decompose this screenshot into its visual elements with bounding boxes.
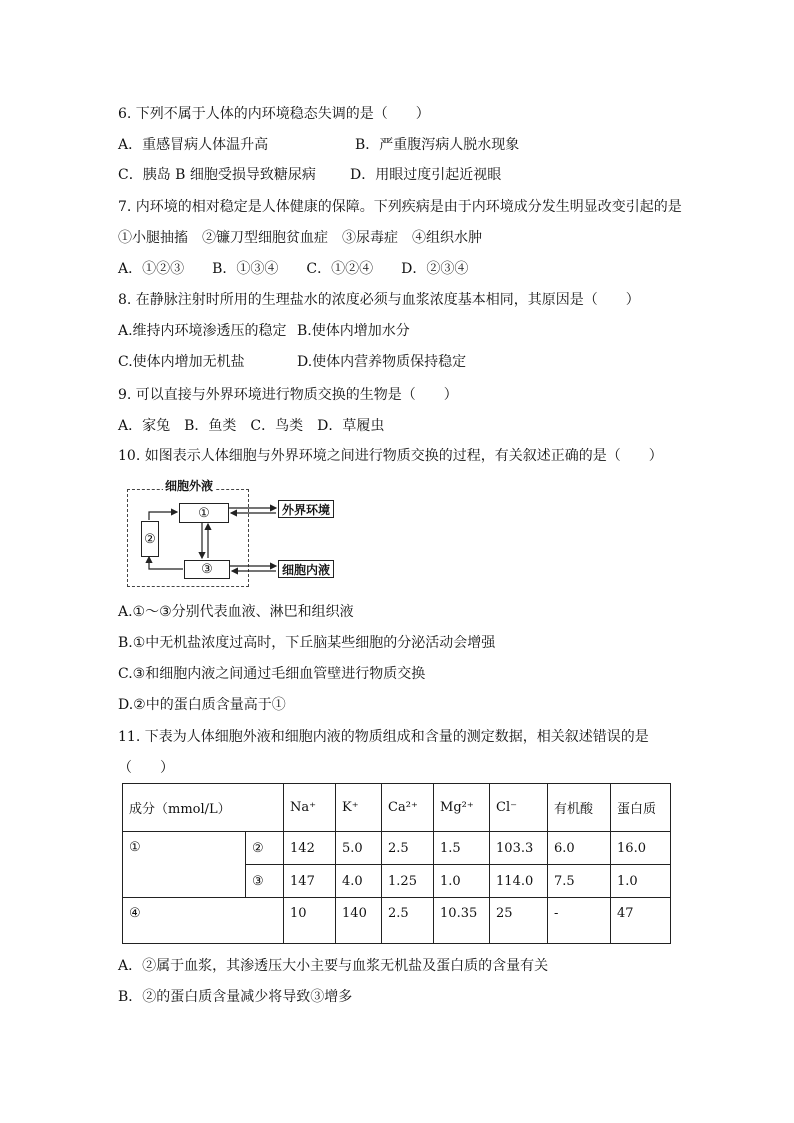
q9-stem: 9. 可以直接与外界环境进行物质交换的生物是（ ）: [118, 387, 458, 403]
q7-stem: 7. 内环境的相对稳定是人体健康的保障。下列疾病是由于内环境成分发生明显改变引起的是: [118, 199, 682, 215]
row-label: ②: [246, 832, 284, 865]
table-cell: 5.0: [336, 832, 382, 865]
table-row: [123, 832, 671, 865]
q7-options: A．①②③ B．①③④ C．①②④ D．②③④: [118, 261, 469, 277]
q6-option-d: D．用眼过度引起近视眼: [350, 167, 502, 183]
table-cell: 1.0: [611, 865, 671, 898]
table-cell: 114.0: [490, 865, 548, 898]
header-cell: Ca²⁺: [382, 784, 434, 832]
header-cell: Mg²⁺: [434, 784, 490, 832]
header-cell: Cl⁻: [490, 784, 548, 832]
q10-option-d: D.②中的蛋白质含量高于①: [118, 697, 286, 713]
table-cell: 147: [284, 865, 336, 898]
table-cell: 1.5: [434, 832, 490, 865]
header-cell: Na⁺: [284, 784, 336, 832]
header-cell: 有机酸: [548, 784, 611, 832]
group-cell-1: ①: [123, 832, 246, 898]
q9-options: A．家兔 B．鱼类 C．鸟类 D．草履虫: [118, 418, 385, 434]
q6-option-a: A．重感冒病人体温升高: [118, 137, 269, 153]
table-cell: 2.5: [382, 832, 434, 865]
table-cell: 16.0: [611, 832, 671, 865]
q11-stem: 11. 下表为人体细胞外液和细胞内液的物质组成和含量的测定数据，相关叙述错误的是: [118, 729, 649, 745]
q11-paren: （ ）: [118, 760, 174, 776]
q8-option-b: B.使体内增加水分: [297, 323, 410, 339]
q10-option-a: A.①～③分别代表血液、淋巴和组织液: [118, 604, 354, 620]
q10-option-b: B.①中无机盐浓度过高时，下丘脑某些细胞的分泌活动会增强: [118, 635, 496, 651]
table-cell: 6.0: [548, 832, 611, 865]
q6-option-c: C．胰岛 B 细胞受损导致糖尿病: [118, 167, 316, 183]
q11-option-a: A．②属于血浆，其渗透压大小主要与血浆无机盐及蛋白质的含量有关: [118, 958, 549, 974]
exchange-diagram: [127, 477, 335, 589]
table-cell: 10.35: [434, 898, 490, 944]
table-cell: 4.0: [336, 865, 382, 898]
box-2: ②: [141, 521, 159, 557]
composition-table: [122, 783, 671, 944]
table-row: [123, 898, 671, 944]
external-environment-box: 外界环境: [278, 500, 334, 518]
table-cell: 103.3: [490, 832, 548, 865]
table-cell: 7.5: [548, 865, 611, 898]
q10-stem: 10. 如图表示人体细胞与外界环境之间进行物质交换的过程，有关叙述正确的是（ ）: [118, 448, 663, 464]
header-cell: 成分（mmol/L）: [123, 784, 284, 832]
q8-option-a: A.维持内环境渗透压的稳定: [118, 323, 287, 339]
table-cell: 25: [490, 898, 548, 944]
box-3: ③: [184, 560, 230, 579]
table-cell: -: [548, 898, 611, 944]
q7-items: ①小腿抽搐 ②镰刀型细胞贫血症 ③尿毒症 ④组织水肿: [118, 230, 482, 246]
q8-option-c: C.使体内增加无机盐: [118, 354, 245, 370]
table-header-row: [123, 784, 671, 832]
q11-option-b: B．②的蛋白质含量减少将导致③增多: [118, 989, 353, 1005]
table-cell: 140: [336, 898, 382, 944]
q6-option-b: B．严重腹泻病人脱水现象: [355, 137, 520, 153]
row-label: ③: [246, 865, 284, 898]
q6-stem: 6. 下列不属于人体的内环境稳态失调的是（ ）: [118, 106, 430, 122]
header-cell: 蛋白质: [611, 784, 671, 832]
table-cell: 2.5: [382, 898, 434, 944]
q8-stem: 8. 在静脉注射时所用的生理盐水的浓度必须与血浆浓度基本相同，其原因是（ ）: [118, 292, 640, 308]
table-cell: 142: [284, 832, 336, 865]
table-cell: 1.0: [434, 865, 490, 898]
extracellular-label: 细胞外液: [165, 479, 214, 493]
box-1: ①: [179, 503, 229, 523]
q10-option-c: C.③和细胞内液之间通过毛细血管壁进行物质交换: [118, 666, 426, 682]
table-cell: 1.25: [382, 865, 434, 898]
row-label: ④: [123, 898, 284, 944]
header-cell: K⁺: [336, 784, 382, 832]
intracellular-fluid-box: 细胞内液: [278, 560, 334, 578]
table-cell: 47: [611, 898, 671, 944]
table-cell: 10: [284, 898, 336, 944]
diagram-arrows: [127, 477, 335, 589]
q8-option-d: D.使体内营养物质保持稳定: [297, 354, 467, 370]
